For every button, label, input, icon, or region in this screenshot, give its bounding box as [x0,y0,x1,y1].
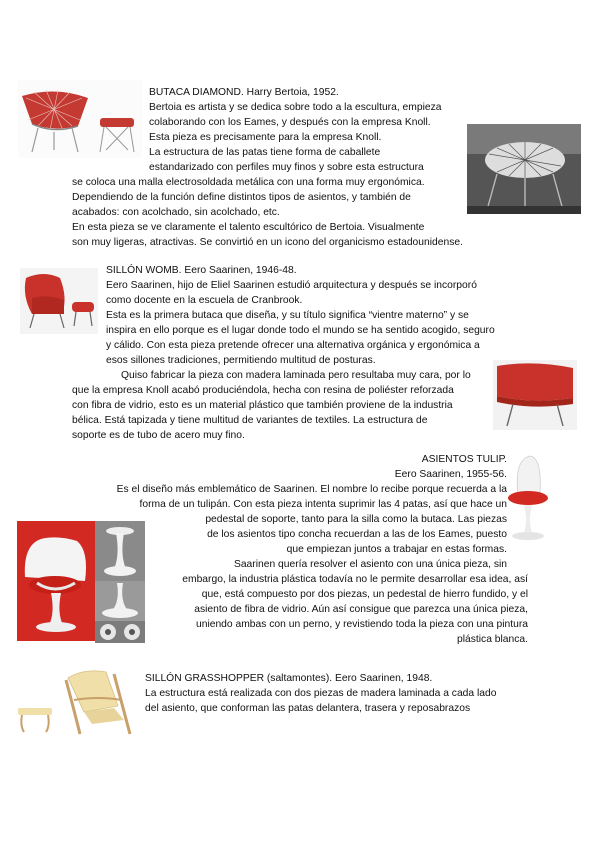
diamond-line-4: La estructura de las patas tiene forma de caballete [149,147,381,158]
womb-line-1: Eero Saarinen, hijo de Eliel Saarinen estudió arquitectura y después se incorporó [106,280,477,291]
tulip-line-7: embargo, la industria plástica todavía no le permite desarrollar esa idea, así [182,574,528,585]
diamond-title: BUTACA DIAMOND. Harry Bertoia, 1952. [149,87,339,98]
diamond-line-9: En esta pieza se ve claramente el talento escultórico de Bertoia. Visualmente [72,222,425,233]
tulip-line-2: forma de un tulipán. Con esta pieza intenta suprimir las 4 patas, así que hace un [139,499,507,510]
womb-line-11: soporte es de tubo de acero muy fino. [72,430,245,441]
womb-line-9: con fibra de vidrio, esto es un material plástico que también proviene de la industria [72,400,453,411]
tulip-line-3: pedestal de soporte, tanto para la silla como la butaca. Las piezas [205,514,507,525]
grasshopper-title: SILLÓN GRASSHOPPER (saltamontes). Eero Saarinen, 1948. [145,673,433,684]
diamond-chair-photo [18,80,142,158]
tulip-line-4: de los asientos tipo concha recuerdan a las de los Eames, puesto [207,529,507,540]
diamond-line-2: colaborando con los Eames, y después con la empresa Knoll. [149,117,431,128]
tulip-line-9: asiento de fibra de vidrio. Aún así consigue que parezca una única pieza, [194,604,528,615]
womb-line-4: inspira en ello porque es el lugar donde todo el mundo se ha sentido acogido, seguro [106,325,495,336]
womb-line-8: que la empresa Knoll acabó produciéndola, hecha con resina de poliéster reforzada [72,385,454,396]
diamond-line-5: estandarizado con perfiles muy finos y sobre esta estructura [149,162,424,173]
womb-line-6: esos sillones tradiciones, permitiendo multitud de posturas. [106,355,376,366]
tulip-pedestal-photo [95,521,145,581]
diamond-line-7: Dependiendo de la función define distintos tipos de asientos, y también de [72,192,411,203]
womb-line-7: Quiso fabricar la pieza con madera laminada pero resultaba muy cara, por lo [121,370,471,381]
tulip-line-6: Saarinen quería resolver el asiento con una única pieza, sin [233,559,507,570]
tulip-armchair-red-bg-photo [17,521,95,641]
tulip-line-1: Es el diseño más emblemático de Saarinen. El nombre lo recibe porque recuerda a la [116,484,507,495]
grasshopper-chair-photo [14,660,138,740]
diamond-line-3: Esta pieza es precisamente para la empresa Knoll. [149,132,382,143]
diamond-line-8: acabados: con acolchado, sin acolchado, etc. [72,207,280,218]
grasshopper-line-1: La estructura está realizada con dos piezas de madera laminada a cada lado [145,688,497,699]
tulip-base-photo [95,581,145,621]
womb-line-5: y cálido. Con esta pieza pretende ofrecer una alternativa orgánica y ergonómica a [106,340,480,351]
tulip-line-11: plástica blanca. [457,634,528,645]
diamond-line-6: se coloca una malla electrosoldada metálica con una forma muy ergonómica. [72,177,425,188]
diamond-chair-bw-photo [467,124,581,214]
womb-line-3: Esta es la primera butaca que diseña, y su título significa “vientre materno” y se [106,310,469,321]
tulip-title: ASIENTOS TULIP. [421,454,507,465]
womb-line-2: como docente en la escuela de Cranbrook. [106,295,303,306]
tulip-subtitle: Eero Saarinen, 1955-56. [394,469,507,480]
womb-line-10: bélica. Está tapizada y tiene multitud de variantes de textiles. La estructura de [72,415,428,426]
tulip-chair-photo [500,452,556,542]
tulip-base-bottom-photo [95,621,145,643]
grasshopper-line-2: del asiento, que conforman las patas delantera, trasera y reposabrazos [145,703,471,714]
tulip-line-10: uniendo ambas con un perno, y revistiendo toda la pieza con una pintura [195,619,528,630]
diamond-line-10: son muy ligeras, atractivas. Se convirtió en un icono del organicismo estadounidense. [72,237,463,248]
womb-chair-detail-photo [493,360,577,430]
tulip-line-8: que, está compuesto por dos piezas, un pedestal de hierro fundido, y el [201,589,528,600]
womb-title: SILLÓN WOMB. Eero Saarinen, 1946-48. [106,265,297,276]
tulip-line-5: que empiezan juntos a trabajar en estas formas. [286,544,507,555]
womb-chair-photo [20,268,98,334]
diamond-line-1: Bertoia es artista y se dedica sobre todo a la escultura, empieza [149,102,442,113]
